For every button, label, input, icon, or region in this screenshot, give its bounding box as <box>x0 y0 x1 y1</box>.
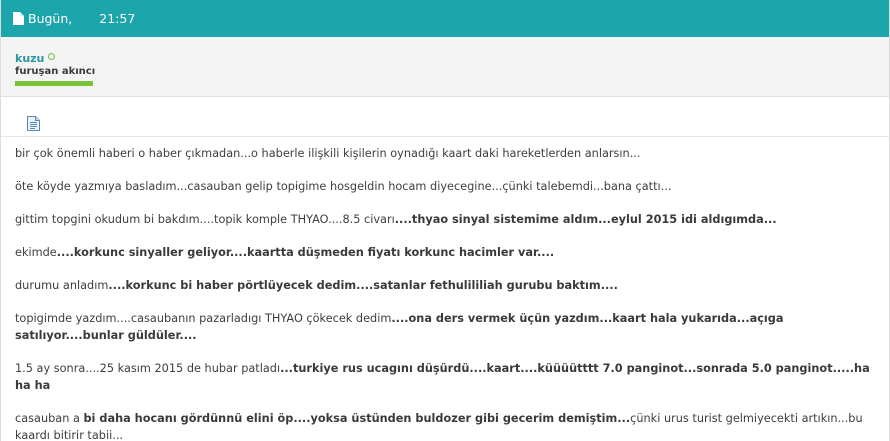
rank-segment <box>21 81 27 86</box>
text: çünki urus turist gelmiyecekti artıkın...bu kaardı bitirir tabii... <box>15 412 863 441</box>
post-paragraph <box>15 244 873 261</box>
rank-segment <box>45 81 51 86</box>
post-paragraph <box>15 211 873 228</box>
text: durumu anladım <box>15 279 109 292</box>
text: gittim topgini okudum bi bakdım....topik komple THYAO....8.5 civarı <box>15 213 395 226</box>
bold-text: ...turkiye rus ucagını düşürdü....kaart....küüüütttt 7.0 panginot...sonrada 5.0 panginot.....ha ha ha <box>15 362 870 392</box>
rank-bar <box>15 81 889 86</box>
bold-text: ....korkunc sinyaller geliyor....kaartta düşmeden fiyatı korkunc hacimler var.... <box>56 246 555 259</box>
post-time: 21:57 <box>99 11 136 26</box>
post-paragraph <box>15 145 873 162</box>
rank-segment <box>15 81 21 86</box>
post-date: Bugün, <box>28 11 73 26</box>
rank-segment <box>69 81 75 86</box>
online-status-icon <box>48 53 55 60</box>
post-paragraph <box>15 178 873 195</box>
bold-text: bi daha hocanı gördünnü elini öp....yoksa üstünden buldozer gibi gecerim demiştim... <box>83 412 631 425</box>
rank-segment <box>57 81 63 86</box>
bold-text: ....ona ders vermek üçün yazdım...kaart hala yukarıda...açıga satılıyor....bunlar güldüler.... <box>15 312 784 342</box>
author-name[interactable]: kuzu <box>15 51 45 65</box>
rank-segment <box>75 81 81 86</box>
post-toolbar <box>1 97 889 137</box>
post-body <box>1 137 889 441</box>
author-rank: furuşan akıncı <box>15 66 96 77</box>
post-paragraph <box>15 310 873 344</box>
document-icon <box>13 12 24 25</box>
text: casauban a <box>15 412 84 425</box>
post-paragraph <box>15 277 873 294</box>
rank-segment <box>63 81 69 86</box>
post-document-icon <box>27 116 40 131</box>
rank-segment <box>27 81 33 86</box>
post-paragraph <box>15 410 873 441</box>
rank-segment <box>39 81 45 86</box>
rank-segment <box>87 81 93 86</box>
text: ekimde <box>15 246 57 259</box>
post-header <box>1 0 889 37</box>
rank-segment <box>51 81 57 86</box>
text: topigimde yazdım....casaubanın pazarladıgı THYAO çökecek dedim <box>15 312 392 325</box>
text: öte köyde yazmıya basladım...casauban gelip topigime hosgeldin hocam diyecegine...çünki talebemdi...bana çattı... <box>15 180 672 193</box>
rank-segment <box>81 81 87 86</box>
text: bir çok önemli haberi o haber çıkmadan...o haberle ilişkili kişilerin oynadığı kaart daki hareketlerden anlarsın... <box>15 147 641 160</box>
text: 1.5 ay sonra....25 kasım 2015 de hubar patladı <box>15 362 281 375</box>
post-paragraph <box>15 360 873 394</box>
author-box <box>1 37 889 97</box>
rank-segment <box>33 81 39 86</box>
bold-text: ....korkunc bi haber pörtlüyecek dedim....satanlar fethulililiah gurubu baktım.... <box>108 279 618 292</box>
bold-text: ....thyao sinyal sistemime aldım...eylul 2015 idi aldıgımda... <box>394 213 777 226</box>
